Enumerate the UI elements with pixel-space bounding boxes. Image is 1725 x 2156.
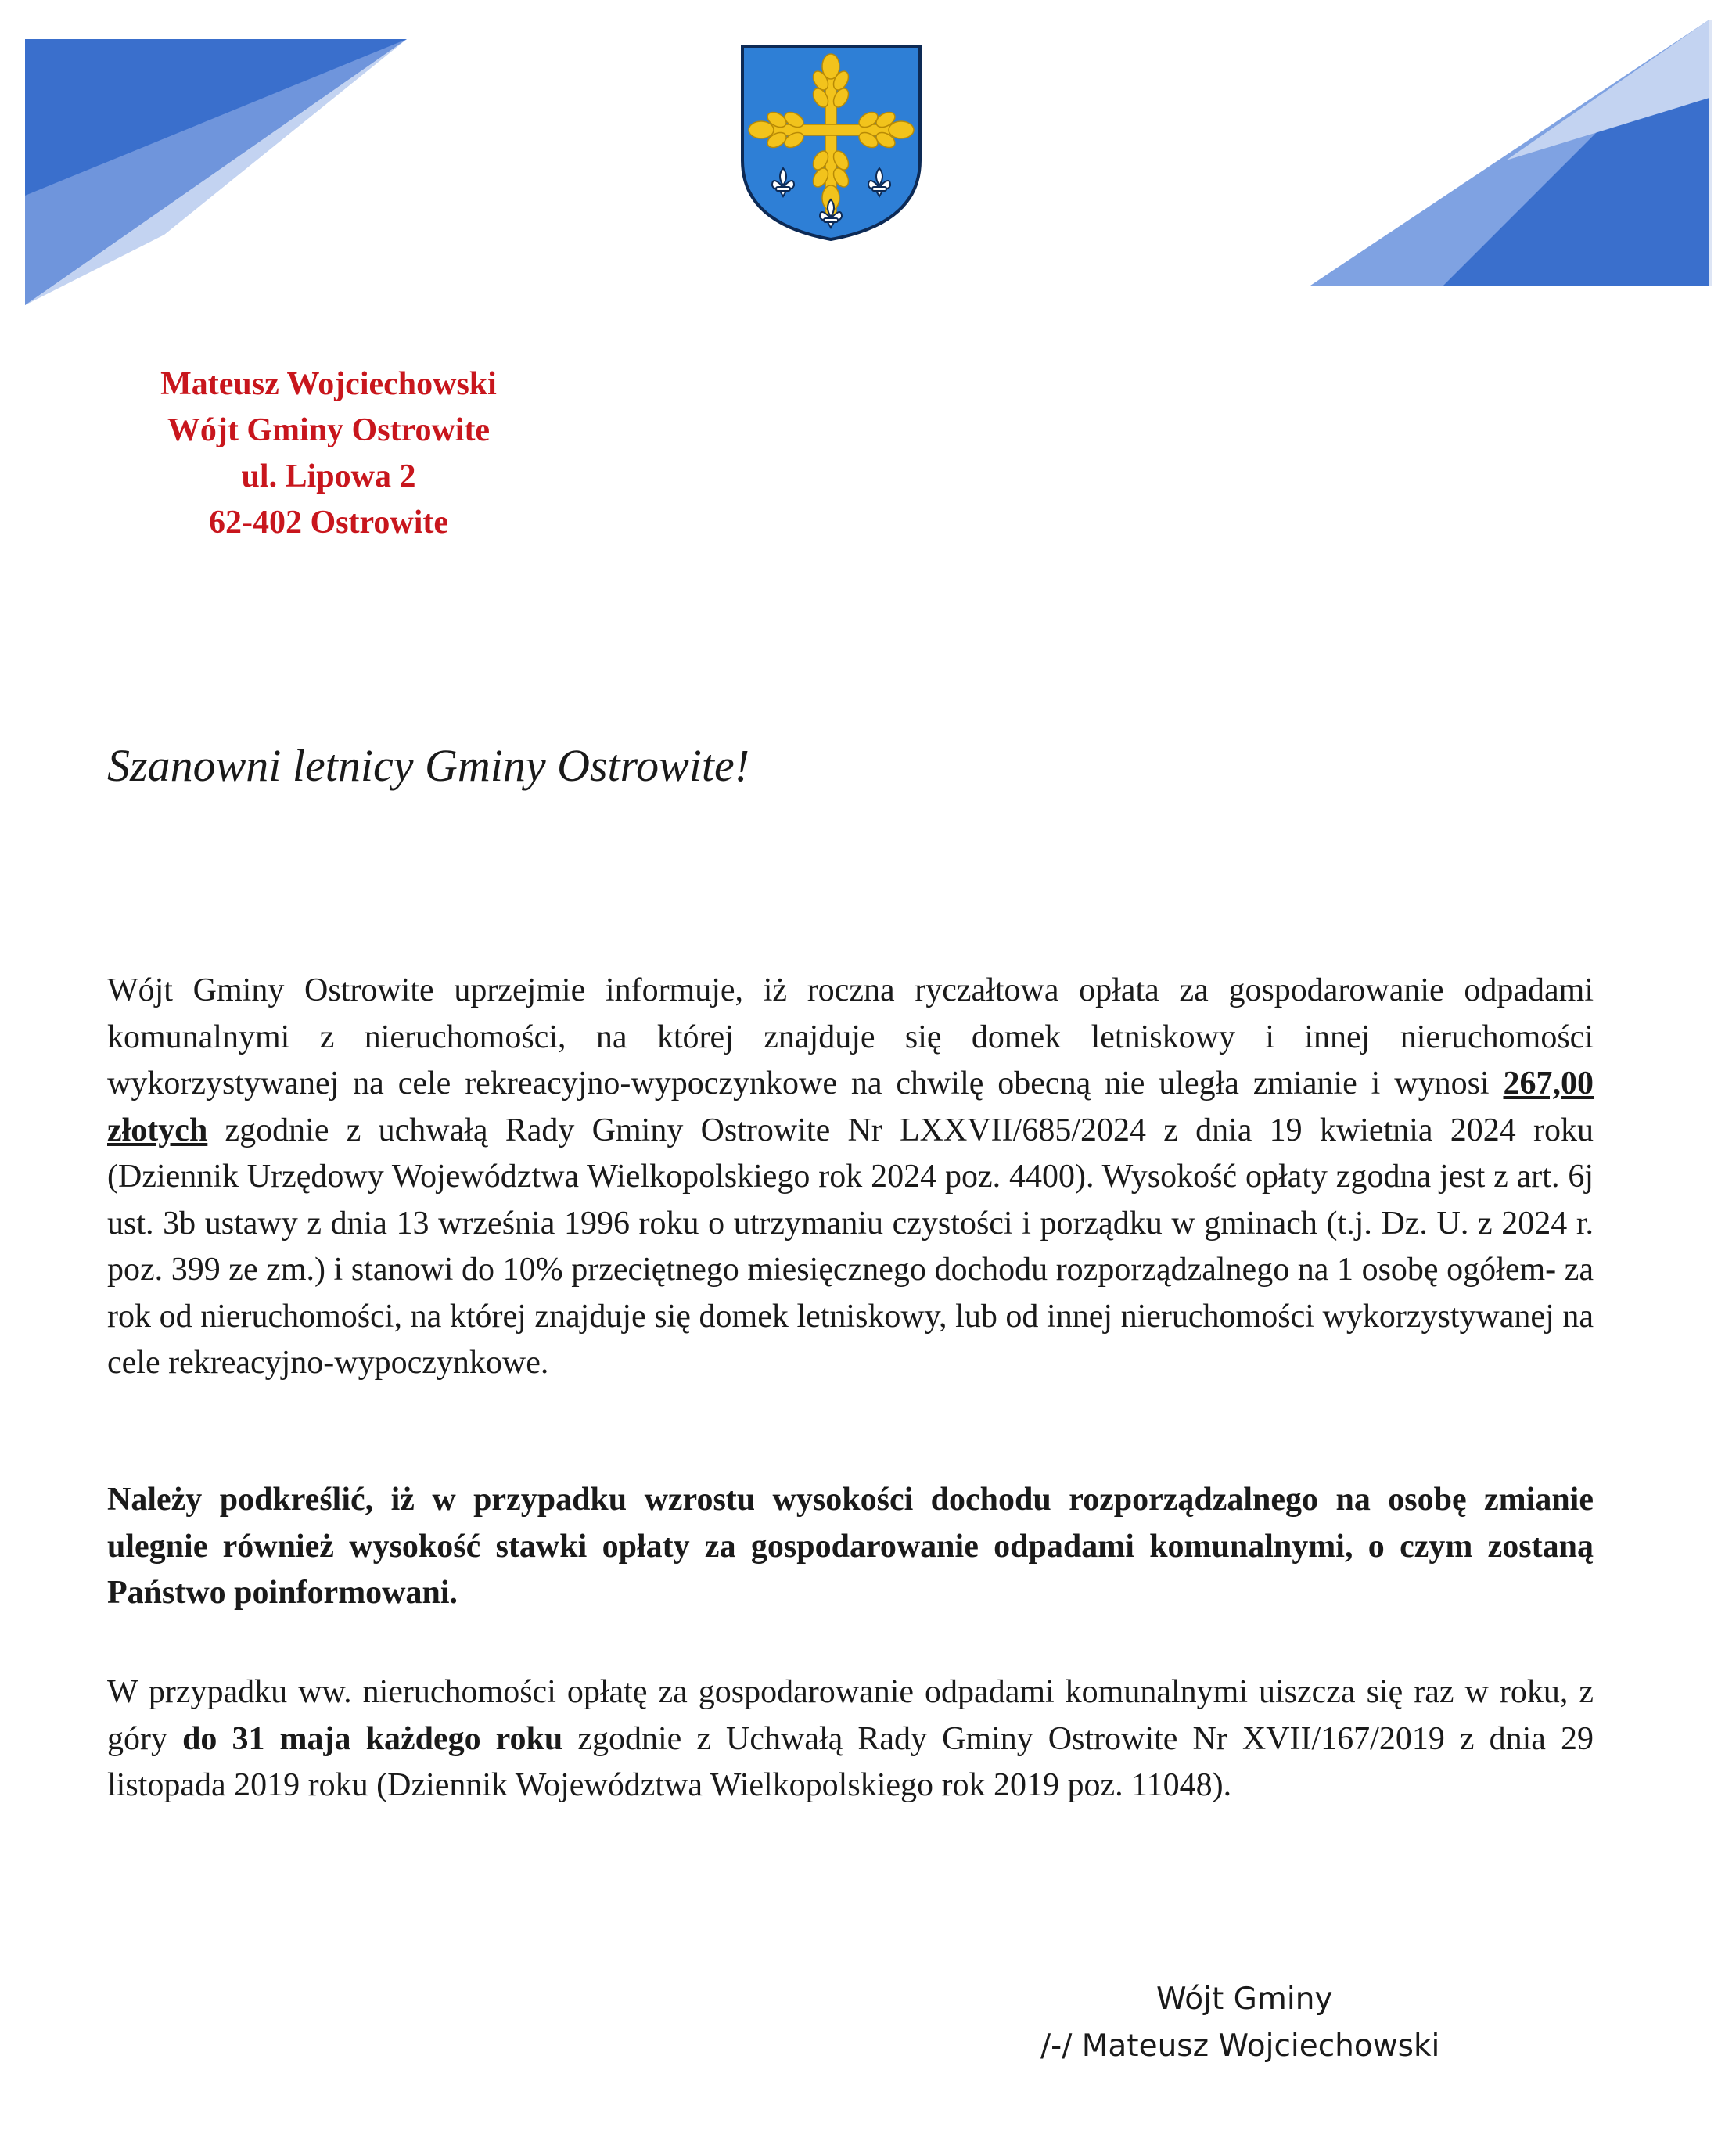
fee-amount: 267,00 złotych	[107, 1065, 1594, 1148]
decorative-banner-left	[0, 0, 407, 305]
signature-title: Wójt Gminy	[1156, 1982, 1333, 2017]
paragraph-fee-information	[107, 968, 1594, 1387]
sender-title: Wójt Gminy Ostrowite	[167, 412, 491, 448]
greeting-heading: Szanowni letnicy Gminy Ostrowite!	[107, 740, 750, 791]
signature-name: /-/ Mateusz Wojciechowski	[1040, 2028, 1440, 2064]
paragraph-rate-change-notice: Należy podkreślić, iż w przypadku wzrostu wysokości dochodu rozporządzalnego na osobę zmianie ulegnie również wysokość stawki opłaty za gospodarowanie odpadami komunalnymi, o czym zostaną Państwo poinformowani.	[107, 1482, 1594, 1611]
sender-name: Mateusz Wojciechowski	[160, 366, 497, 402]
paragraph-text: W przypadku ww. nieruchomości opłatę za gospodarowanie odpadami komunalnymi uiszcza się raz w roku, z góry	[107, 1674, 1594, 1757]
deco-edge	[1709, 20, 1712, 286]
paragraph-text: Wójt Gminy Ostrowite uprzejmie informuje, iż roczna ryczałtowa opłata za gospodarowanie odpadami komunalnymi z nieruchomości, na której znajduje się domek letniskowy i innej nieruchomości wykorzystywanej na cele rekreacyjno-wypoczynkowe na chwilę obecną nie uległa zmianie i wynosi	[107, 972, 1594, 1101]
paragraph-text: zgodnie z Uchwałą Rady Gminy Ostrowite Nr XVII/167/2019 z dnia 29 listopada 2019 roku (Dziennik Województwa Wielkopolskiego rok 2019 poz. 11048).	[107, 1720, 1594, 1803]
paragraph-payment-deadline	[107, 1669, 1594, 1809]
paragraph-text: zgodnie z uchwałą Rady Gminy Ostrowite Nr LXXVII/685/2024 z dnia 19 kwietnia 2024 roku (Dziennik Urzędowy Województwa Wielkopolskiego rok 2024 poz. 4400). Wysokość opłaty zgodna jest z art. 6j ust. 3b ustawy z dnia 13 września 1996 roku o utrzymaniu czystości i porządku w gminach (t.j. Dz. U. z 2024 r. poz. 399 ze zm.) i stanowi do 10% przeciętnego miesięcznego dochodu rozporządzalnego na 1 osobę ogółem- za rok od nieruchomości, na której znajduje się domek letniskowy, lub od innej nieruchomości wykorzystywanej na cele rekreacyjno-wypoczynkowe.	[107, 1112, 1594, 1381]
signature-block	[1017, 1976, 1502, 2070]
sender-city: 62-402 Ostrowite	[209, 505, 448, 541]
payment-deadline: do 31 maja każdego roku	[182, 1720, 563, 1757]
sender-address-block	[94, 361, 563, 546]
sender-street: ul. Lipowa 2	[241, 458, 416, 494]
decorative-banner-right	[1310, 20, 1725, 286]
coat-of-arms-emblem	[739, 43, 923, 243]
